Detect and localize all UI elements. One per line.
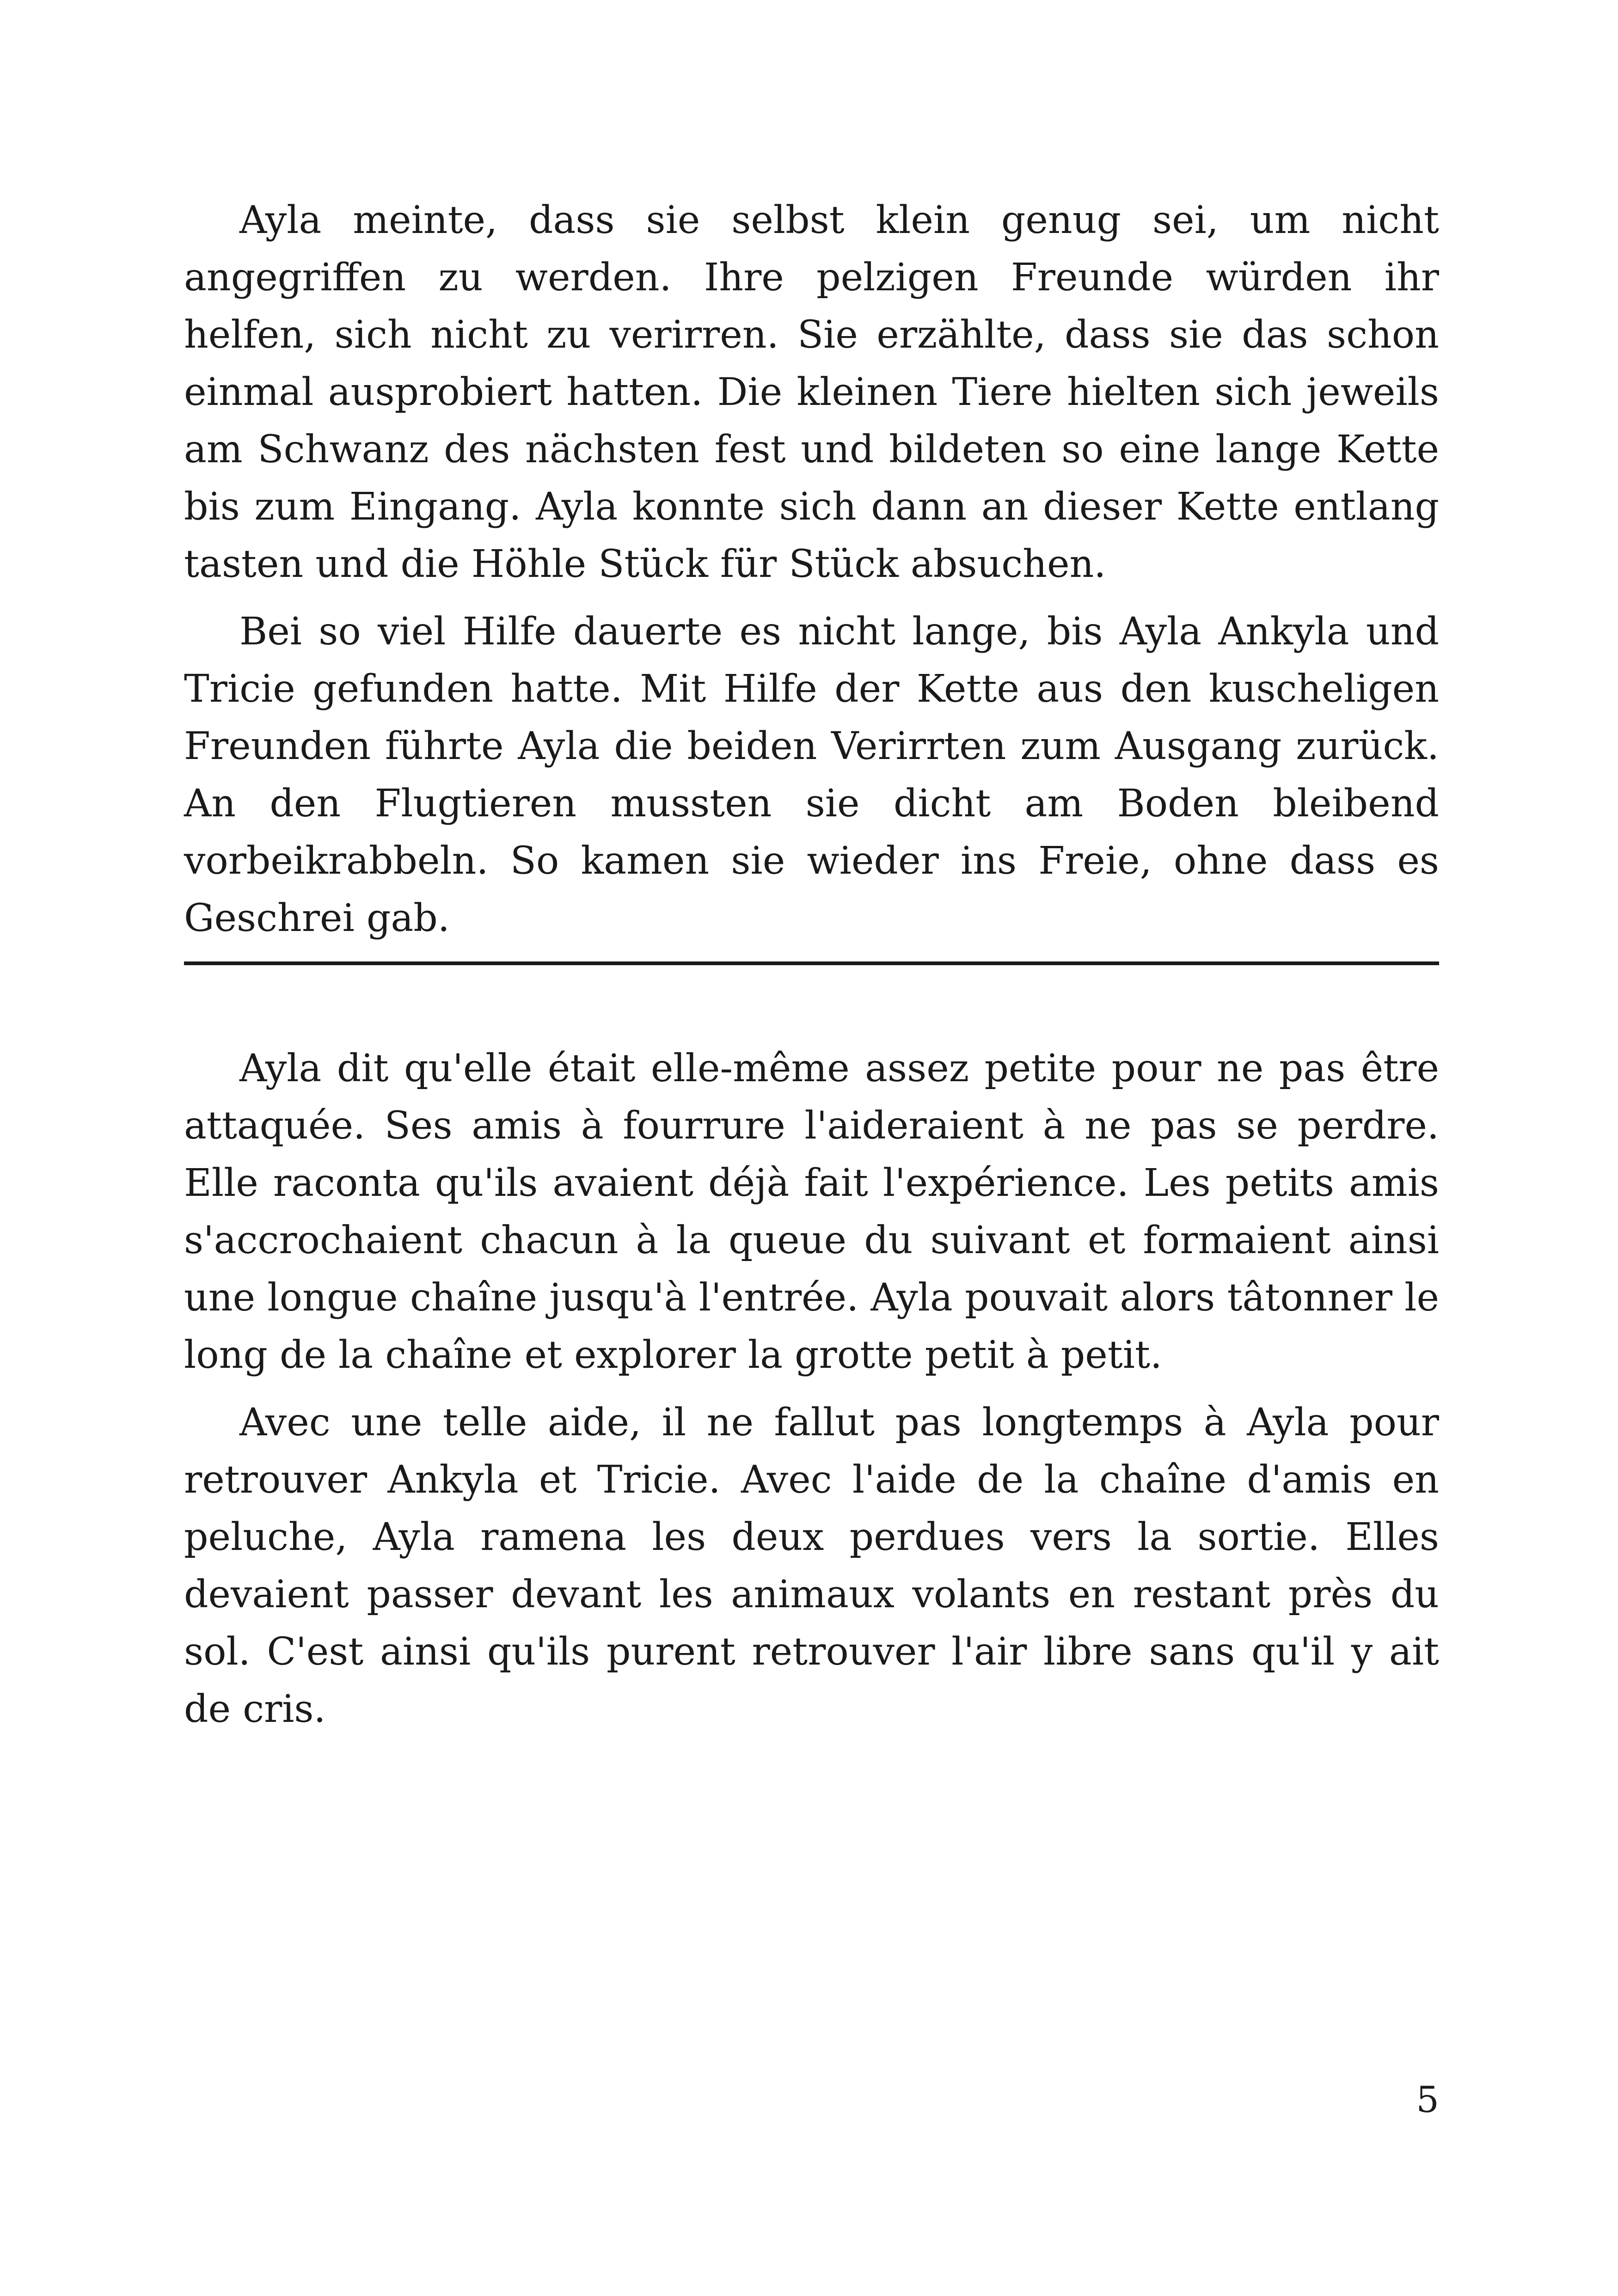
german-paragraph-2: Bei so viel Hilfe dauerte es nicht lange, bis Ayla Ankyla und Tricie gefunden hatte. Mit Hilfe der Kette aus den kuscheligen Freunden führte Ayla die beiden Verirrten zum Ausgang zurück. An den Flugtieren mussten sie dicht am Boden bleibend vorbeikrabbeln. So kamen sie wieder ins Freie, ohne dass es Geschrei gab. [184, 610, 1439, 940]
section-divider [184, 961, 1439, 965]
page-number: 5 [1416, 2079, 1439, 2121]
french-paragraph-1: Ayla dit qu'elle était elle-même assez petite pour ne pas être attaquée. Ses amis à fourrure l'aideraient à ne pas se perdre. Elle raconta qu'ils avaient déjà fait l'expérience. Les petits amis s'accrochaient chacun à la queue du suivant et formaient ainsi une longue chaîne jusqu'à l'entrée. Ayla pouvait alors tâtonner le long de la chaîne et explorer la grotte petit à petit. [184, 1047, 1439, 1377]
german-text-section [184, 192, 1439, 957]
german-paragraph-1: Ayla meinte, dass sie selbst klein genug sei, um nicht angegriffen zu werden. Ihre pelzigen Freunde würden ihr helfen, sich nicht zu verirren. Sie erzählte, dass sie das schon einmal ausprobiert hatten. Die kleinen Tiere hielten sich jeweils am Schwanz des nächsten fest und bildeten so eine lange Kette bis zum Eingang. Ayla konnte sich dann an dieser Kette entlang tasten und die Höhle Stück für Stück absuchen. [184, 198, 1439, 586]
french-text-section [184, 1040, 1439, 1748]
french-paragraph-2: Avec une telle aide, il ne fallut pas longtemps à Ayla pour retrouver Ankyla et Tricie. Avec l'aide de la chaîne d'amis en peluche, Ayla ramena les deux perdues vers la sortie. Elles devaient passer devant les animaux volants en restant près du sol. C'est ainsi qu'ils purent retrouver l'air libre sans qu'il y ait de cris. [184, 1401, 1439, 1731]
